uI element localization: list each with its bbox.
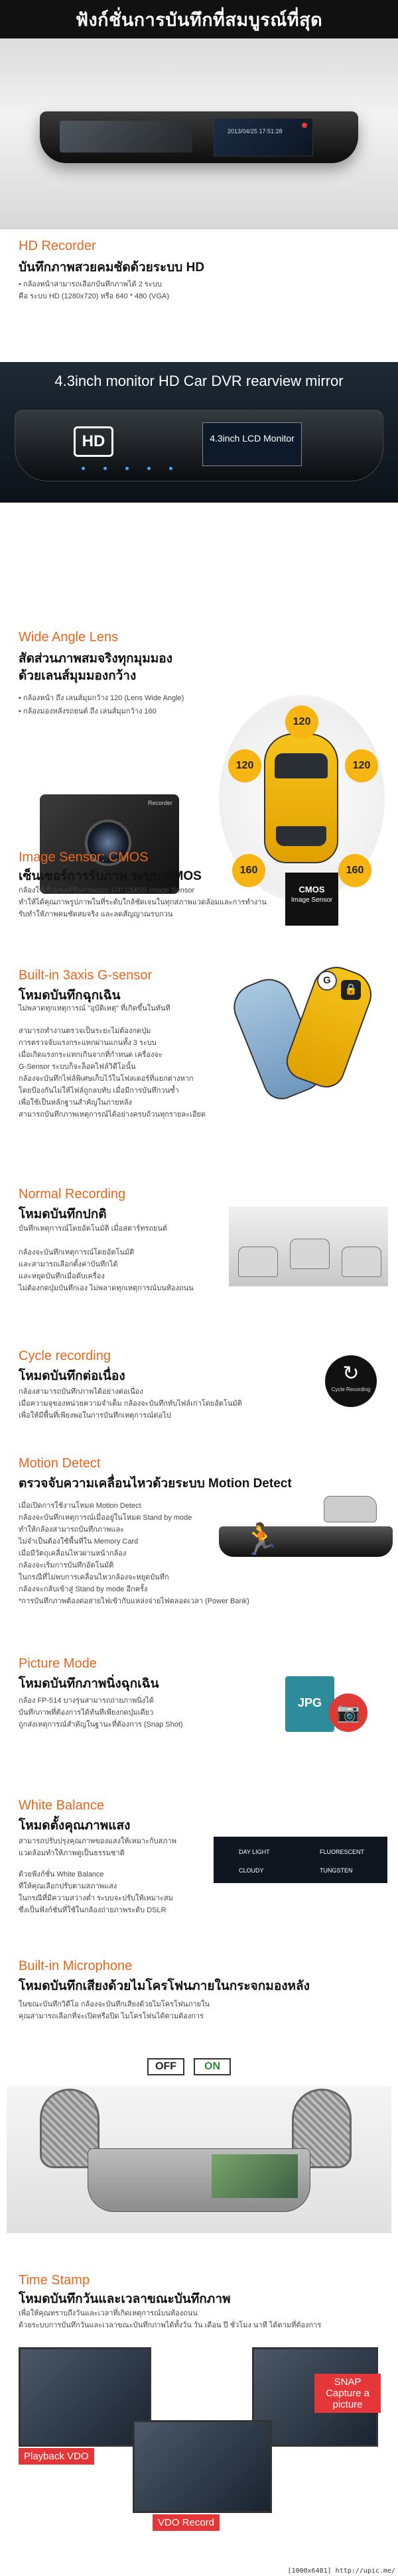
record-label: VDO Record [153, 2514, 220, 2531]
gsensor-text-8: สามารถบันทึกภาพเหตุการณ์ได้อย่างครบถ้วนทุกรายละเอียด [19, 1111, 206, 1119]
record-screenshot [133, 2420, 272, 2513]
cmos-text-3: รับทำให้ภาพคมชัดสมจริง และลดสัญญาณรบกวน [19, 910, 173, 918]
wide-subtitle-2: ด้วยเลนส์มุมมองกว้าง [19, 669, 137, 683]
rear-window [276, 826, 326, 846]
white-text-2: แวดล้อมทำให้ภาพดูเป็นธรรมชาติ [19, 1849, 125, 1857]
angle-badge: 120 [228, 749, 261, 782]
banner-title: 4.3inch monitor HD Car DVR rearview mirror [54, 373, 344, 389]
mirror-screen [214, 118, 313, 156]
gsensor-text-1: สามารถทำงานตรวจเป็นระยะไม่ต้องกดปุ่ม [19, 1027, 151, 1035]
cycle-title: Cycle recording [19, 1349, 111, 1363]
wb-mode-tungsten: TUNGSTEN [320, 1867, 353, 1874]
cycle-text-1: กล้องสามารถบันทึกภาพได้อย่างต่อเนื่อง [19, 1388, 143, 1396]
normal-subtitle: โหมดบันทึกปกติ [19, 1207, 107, 1221]
button-dot-icon [82, 467, 85, 470]
jpg-file-icon: JPG [285, 1676, 334, 1732]
screen-time: 2013/04/25 17:51:28 [228, 128, 283, 135]
hd-text-1: • กล้องหน้าสามารถเลือกบันทึกภาพได้ 2 ระบบ [19, 280, 162, 288]
mic-mirror-image [88, 2148, 310, 2212]
mirror-display [212, 2154, 298, 2198]
gsensor-text-5: กล้องจะบันทึกไฟล์พิเศษเก็บไว้ในโฟลเดอร์ที่แยกต่างหาก [19, 1075, 194, 1083]
gsensor-tagline: ไม่พลาดทุกเหตุการณ์ "อุบัติเหตุ" ที่เกิดขึ้นในทันที [19, 1005, 170, 1012]
hd-subtitle: บันทึกภาพสวยคมชัดด้วยระบบ HD [19, 261, 205, 275]
hd-text-2: คือ ระบบ HD (1280x720) หรือ 640 * 480 (VGA) [19, 292, 170, 300]
wide-title: Wide Angle Lens [19, 630, 119, 644]
mic-text-1: ในขณะบันทึกวิดีโอ กล้องจะบันทึกเสียงด้วยไมโครโฟนภายใน [19, 2000, 210, 2008]
hd-title: HD Recorder [19, 239, 96, 253]
angle-badge: 120 [345, 749, 378, 782]
angle-badge: 120 [285, 705, 318, 739]
motion-text-3: ทำให้กล้องสามารถบันทึกภาพและ [19, 1526, 125, 1534]
cmos-text-1: กล้องใช้เซ็นเซอร์รับภาพแบบ 1/4" CMOS Image Sensor [19, 887, 195, 894]
wb-mode-fluorescent: FLUORESCENT [320, 1849, 365, 1855]
snap-label: SNAP Capture a picture [314, 2374, 381, 2413]
lcd-monitor-label: 4.3inch LCD Monitor [202, 422, 302, 466]
button-dot-icon [169, 467, 172, 470]
gsensor-text-6: โดยป้องกันไม่ให้ไฟล์ถูกลบทับ เมื่อมีการบันทึกวนซ้ำ [19, 1087, 179, 1095]
cmos-chip-icon [285, 873, 338, 926]
gsensor-text-2: การตรวจจับแรงกระแทกผ่านแกนทั้ง 3 ระบบ [19, 1039, 157, 1047]
motion-text-1: เมื่อเปิดการใช้งานโหมด Motion Detect [19, 1502, 141, 1510]
playback-screenshot [19, 2347, 151, 2447]
camera-icon: 📷 [329, 1693, 367, 1732]
mirror-reflection [60, 121, 192, 153]
normal-tagline: บันทึกเหตุการณ์โดยอัตโนมัติ เมื่อสตาร์ทรถยนต์ [19, 1225, 168, 1233]
gsensor-text-4: G-Sensor ระบบก็จะล็อคไฟล์วิดีโอนั้น [19, 1063, 136, 1071]
wide-text-1: • กล้องหน้า ถึง เลนส์มุมกว้าง 120 (Lens Wide Angle) [19, 694, 184, 702]
timestamp-text-1: เพื่อให้คุณทราบถึงวันและเวลาที่เกิดเหตุการณ์บนท้องถนน [19, 2309, 198, 2317]
record-indicator-icon [302, 123, 307, 128]
angle-badge: 160 [338, 854, 371, 887]
car-icon [290, 1239, 330, 1269]
white-subtitle: โหมดตั้งคุณภาพแสง [19, 1819, 131, 1833]
page-title: ฟังก์ชั่นการบันทึกที่สมบูรณ์ที่สุด [75, 9, 323, 30]
hd-badge: HD [74, 426, 113, 457]
mic-off-label: OFF [147, 2058, 184, 2075]
picture-text-1: กล้อง FP-514 บางรุ่นสามารถถ่ายภาพนิ่งได้ [19, 1697, 154, 1705]
motion-text-5: เมื่อมีวัตถุเคลื่อนไหวผ่านหน้ากล้อง [19, 1550, 127, 1558]
normal-title: Normal Recording [19, 1187, 126, 1201]
picture-text-3: ถูกส่งเหตุการณ์สำคัญในฐานะที่ต้องการ (Snap Shot) [19, 1721, 183, 1729]
button-dot-icon [147, 467, 151, 470]
motion-text-6: กล้องจะเริ่มการบันทึกอัตโนมัติ [19, 1562, 114, 1569]
cycle-recording-icon: ↻ Cycle Recording [325, 1355, 377, 1407]
motion-text-8: กล้องจะกลับเข้าสู่ Stand by mode อีกครั้ง [19, 1585, 148, 1593]
banner-mirror [15, 410, 383, 481]
hero-image [0, 38, 398, 229]
mirror-button-dots [82, 467, 172, 470]
car-top-view [264, 733, 338, 863]
motion-title: Motion Detect [19, 1456, 101, 1471]
footer-stamp: [1000x6481] http://upic.me/ [287, 2567, 395, 2575]
white-text-4: ที่ให้คุณเลือกปรับตามสภาพแสง [19, 1882, 117, 1890]
wb-mode-cloudy: CLOUDY [239, 1867, 264, 1874]
wide-text-2: • กล้องมองหลังรถยนต์ ถึง เลนส์มุมกว้าง 160 [19, 707, 157, 715]
motion-text-9: *การบันทึกภาพต้องต่อสายไฟเข้ากับแหล่งจ่ายไฟตลอดเวลา (Power Bank) [19, 1597, 249, 1605]
wide-subtitle-1: สัดส่วนภาพสมจริงทุกมุมมอง [19, 652, 172, 666]
white-text-3: ด้วยฟังก์ชั่น White Balance [19, 1871, 104, 1878]
normal-text-1: กล้องจะบันทึกเหตุการณ์โดยอัตโนมัติ [19, 1249, 135, 1257]
motion-text-2: กล้องจะบันทึกเหตุการณ์เมื่ออยู่ในโหมด Stand by mode [19, 1514, 192, 1522]
mic-title: Built-in Microphone [19, 1959, 133, 1973]
cmos-chip-label: CMOS [298, 885, 325, 894]
motion-text-4: ไม่จำเป็นต้องใช้พื้นที่ใน Memory Card [19, 1538, 139, 1546]
picture-text-2: บันทึกภาพที่ต้องการได้ทันทีเพียงกดปุ่มเดียว [19, 1709, 154, 1717]
monitor-banner [0, 362, 398, 503]
page-header [0, 0, 398, 38]
timestamp-title: Time Stamp [19, 2273, 90, 2288]
white-text-1: สามารถปรับปรุงคุณภาพของแสงให้เหมาะกับสภาพ [19, 1837, 176, 1845]
white-title: White Balance [19, 1798, 104, 1813]
gsensor-text-3: เมื่อเกิดแรงกระแทกเกินจากที่กำหนด เครื่องจะ [19, 1051, 163, 1059]
angle-badge: 160 [232, 854, 265, 887]
cycle-text-2: เมื่อความจุของหน่วยความจำเต็ม กล้องจะบันทึกทับไฟล์เก่าโดยอัตโนมัติ [19, 1400, 242, 1408]
timestamp-subtitle: โหมดบันทึกวันและเวลาขณะบันทึกภาพ [19, 2292, 231, 2306]
windshield [275, 753, 328, 778]
normal-text-3: และหยุดบันทึกเมื่อดับเครื่อง [19, 1272, 105, 1280]
car-icon [324, 1496, 377, 1522]
cycle-text-3: เพื่อให้มีพื้นที่เพียงพอในการบันทึกเหตุการณ์ต่อไป [19, 1412, 171, 1420]
cycle-icon-label: Cycle Recording [331, 1386, 371, 1392]
normal-text-2: และสามารถเลือกตั้งค่าบันทึกได้ [19, 1260, 118, 1268]
gsensor-text-7: เพื่อใช้เป็นหลักฐานสำคัญในภายหลัง [19, 1099, 132, 1107]
cmos-chip-sub: Image Sensor [291, 896, 333, 904]
picture-title: Picture Mode [19, 1656, 97, 1671]
playback-label: Playback VDO [19, 2448, 94, 2465]
camera-label: Recorder [147, 800, 172, 806]
road-scene-image [229, 1207, 388, 1286]
car-icon [342, 1247, 381, 1277]
white-balance-panel [214, 1837, 387, 1883]
cycle-subtitle: โหมดบันทึกต่อเนื่อง [19, 1369, 125, 1383]
running-person-icon: 🏃 [242, 1522, 281, 1556]
mic-subtitle: โหมดบันทึกเสียงด้วยไมโครโฟนภายในกระจกมองหลัง [19, 1979, 310, 1993]
g-sensor-icon: G [317, 971, 337, 991]
gsensor-title: Built-in 3axis G-sensor [19, 968, 153, 983]
motion-text-7: ในกรณีที่ไม่พบการเคลื่อนไหวกล้องจะหยุดบันทึก [19, 1573, 169, 1581]
cmos-text-2: ทำให้ได้คุณภาพรูปภาพในที่ระดับใกล้ชัดเจนในทุกสภาพแวดล้อมและการทำงาน [19, 898, 267, 906]
normal-text-4: ไม่ต้องกดปุ่มบันทึกเอง ไม่พลาดทุกเหตุการณ์บนท้องถนน [19, 1284, 194, 1292]
cmos-title: Image Sensor: CMOS [19, 850, 149, 865]
button-dot-icon [125, 467, 129, 470]
motion-subtitle: ตรวจจับความเคลื่อนไหวด้วยระบบ Motion Detect [19, 1477, 292, 1491]
car-icon [238, 1247, 278, 1277]
gsensor-subtitle: โหมดบันทึกฉุกเฉิน [19, 989, 121, 1003]
mic-text-2: คุณสามารถเลือกที่จะเปิดหรือปิด ไมโครโฟนได้ตามต้องการ [19, 2012, 204, 2020]
timestamp-text-2: ด้วยระบบการบันทึกวันและเวลาขณะบันทึกภาพได้ทั้งวัน วัน เดือน ปี ชั่วโมง นาที ได้ตามที่ต้องการ [19, 2321, 322, 2329]
lock-icon: 🔒 [341, 980, 361, 1000]
cmos-subtitle: เซ็นเซอร์การรับภาพ ระบบ CMOS [19, 869, 202, 883]
button-dot-icon [103, 467, 107, 470]
mic-on-label: ON [194, 2058, 231, 2075]
white-text-6: ซึ่งเป็นฟังก์ชั่นที่ใช้ในกล้องถ่ายภาพระดับ DSLR [19, 1906, 166, 1914]
wb-mode-daylight: DAY LIGHT [239, 1849, 270, 1855]
picture-subtitle: โหมดบันทึกภาพนิ่งฉุกเฉิน [19, 1677, 159, 1691]
rearview-mirror [40, 111, 358, 163]
white-text-5: ในกรณีที่มีความสว่างต่ำ ระบบจะปรับให้เหมาะสม [19, 1894, 173, 1902]
